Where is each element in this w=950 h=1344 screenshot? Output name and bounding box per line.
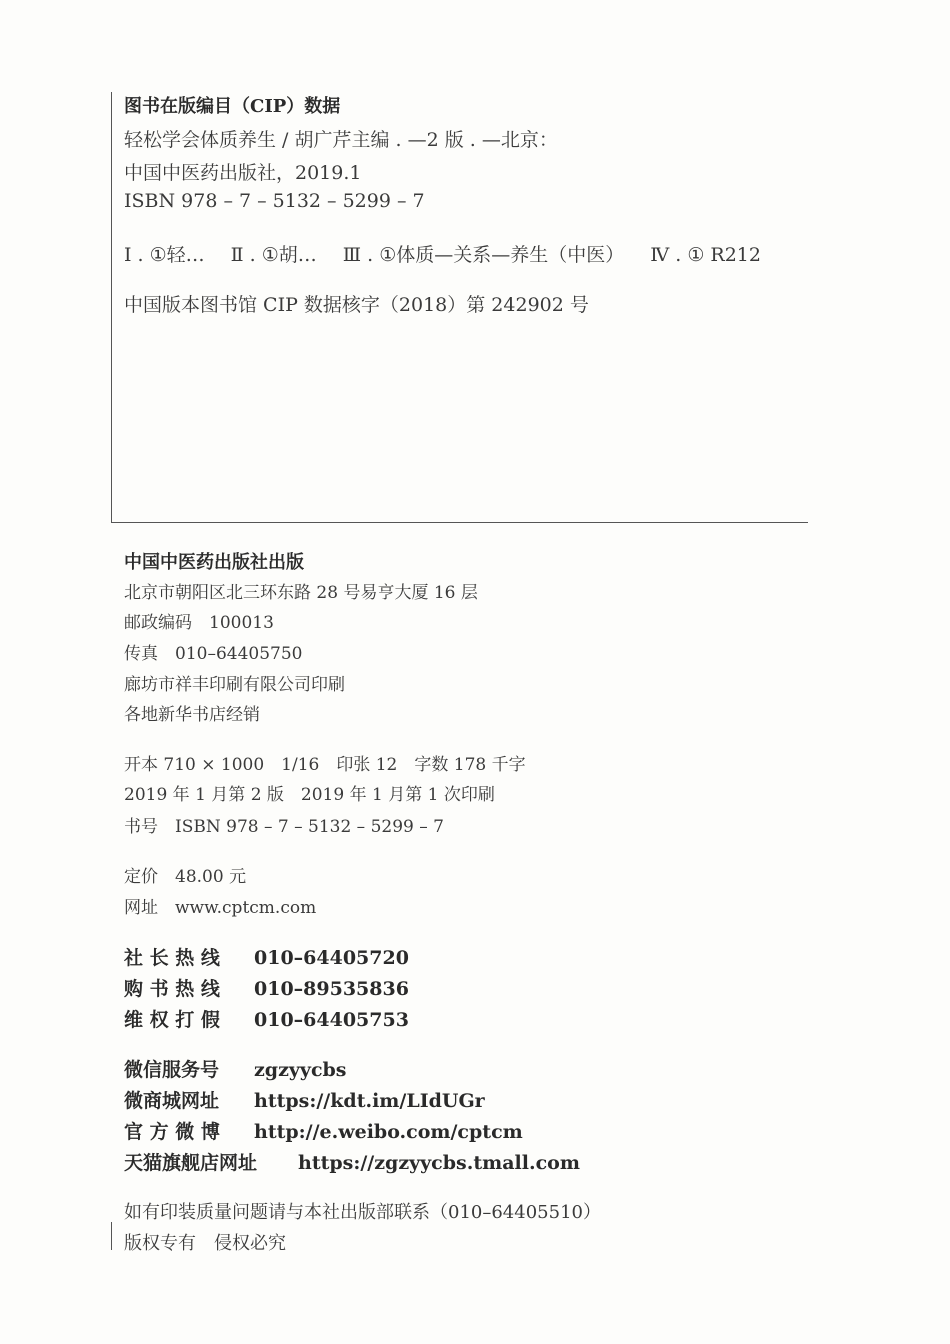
hotline-number: 010–89535836 <box>254 978 409 1000</box>
hotline-purchase <box>124 974 409 1001</box>
hotline-antipiracy <box>124 1005 409 1032</box>
website: 网址 www.cptcm.com <box>124 898 317 918</box>
online-weibo <box>124 1117 523 1144</box>
online-label: 微信服务号 <box>124 1059 220 1081</box>
publisher-address: 北京市朝阳区北三环东路 28 号易亨大厦 16 层 <box>124 583 478 603</box>
cip-line-1: 轻松学会体质养生 / 胡广芹主编 . —2 版 . —北京： <box>124 129 558 151</box>
cip-classification <box>124 240 761 267</box>
printer: 廊坊市祥丰印刷有限公司印刷 <box>124 675 345 695</box>
cip-line-2: 中国中医药出版社，2019.1 <box>124 162 362 184</box>
hotline-number: 010–64405753 <box>254 1009 409 1031</box>
class-3: Ⅲ . ①体质—关系—养生（中医） <box>342 244 625 266</box>
hotline-president <box>124 943 409 970</box>
hotline-label: 购 书 热 线 <box>124 978 220 1000</box>
cip-line-3: ISBN 978 – 7 – 5132 – 5299 – 7 <box>124 190 425 212</box>
distributor: 各地新华书店经销 <box>124 705 260 725</box>
online-label: 天猫旗舰店网址 <box>124 1152 258 1174</box>
class-4: Ⅳ . ① R212 <box>650 244 761 266</box>
bottom-vertical-rule <box>111 1222 112 1250</box>
class-2: Ⅱ . ①胡… <box>230 244 317 266</box>
section-divider <box>111 522 808 523</box>
online-mall <box>124 1086 485 1113</box>
online-value: https://kdt.im/LIdUGr <box>254 1090 485 1112</box>
hotline-label: 维 权 打 假 <box>124 1009 220 1031</box>
cip-record: 中国版本图书馆 CIP 数据核字（2018）第 242902 号 <box>124 294 589 316</box>
online-value: zgzyycbs <box>254 1059 347 1081</box>
online-label: 微商城网址 <box>124 1090 220 1112</box>
price: 定价 48.00 元 <box>124 867 247 887</box>
online-tmall <box>124 1148 580 1175</box>
online-value: http://e.weibo.com/cptcm <box>254 1121 523 1143</box>
publisher-fax: 传真 010–64405750 <box>124 644 303 664</box>
format-specs: 开本 710 × 1000 1/16 印张 12 字数 178 千字 <box>124 755 526 775</box>
online-wechat <box>124 1055 347 1082</box>
online-value: https://zgzyycbs.tmall.com <box>298 1152 580 1174</box>
class-1: Ⅰ . ①轻… <box>124 244 205 266</box>
cip-heading: 图书在版编目（CIP）数据 <box>124 96 341 117</box>
quality-notice: 如有印装质量问题请与本社出版部联系（010–64405510） <box>124 1202 601 1223</box>
publisher-name: 中国中医药出版社出版 <box>124 552 304 573</box>
hotline-label: 社 长 热 线 <box>124 947 220 969</box>
book-number: 书号 ISBN 978 – 7 – 5132 – 5299 – 7 <box>124 817 444 837</box>
copyright-notice: 版权专有 侵权必究 <box>124 1233 286 1254</box>
top-vertical-rule <box>111 92 112 522</box>
online-label: 官 方 微 博 <box>124 1121 220 1143</box>
edition-info: 2019 年 1 月第 2 版 2019 年 1 月第 1 次印刷 <box>124 785 495 805</box>
publisher-postcode: 邮政编码 100013 <box>124 613 274 633</box>
hotline-number: 010–64405720 <box>254 947 409 969</box>
